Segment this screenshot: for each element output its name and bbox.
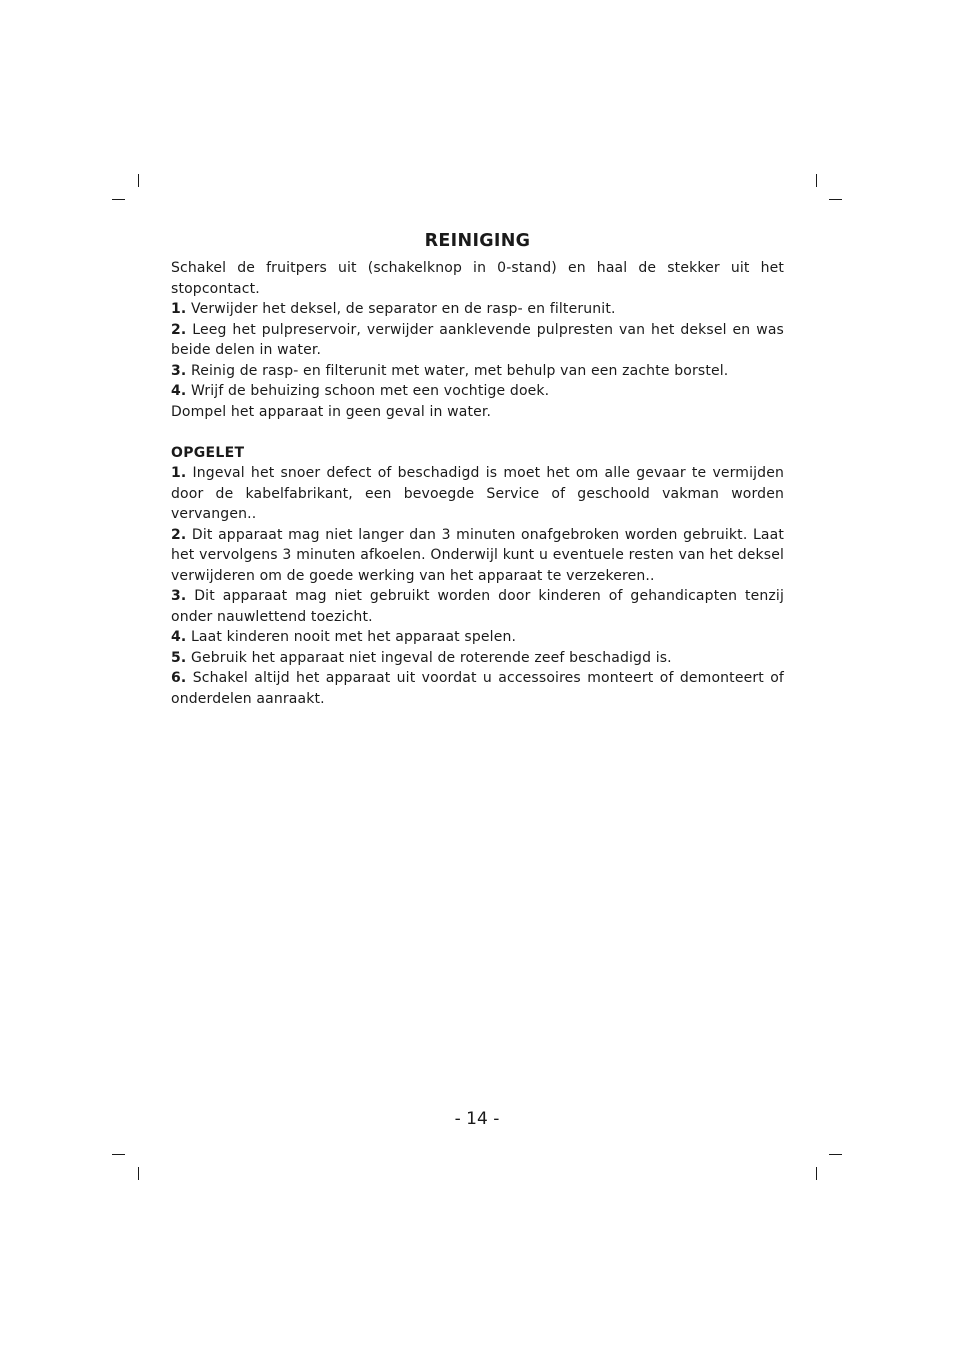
warning-number: 5. (171, 649, 187, 666)
warning-number: 2. (171, 526, 187, 543)
warning-text: Ingeval het snoer defect of beschadigd is moet het om alle gevaar te vermijden door de kabelfabrikant, een bevoegde Service of geschoold vakman worden vervangen.. (171, 465, 784, 522)
step-text: Leeg het pulpreservoir, verwijder aanklevende pulpresten van het deksel en was beide delen in water. (171, 321, 784, 358)
crop-mark-bottom-left-vertical (138, 1167, 139, 1180)
warning-text: Dit apparaat mag niet langer dan 3 minuten onafgebroken worden gebruikt. Laat het vervolgens 3 minuten afkoelen. Onderwijl kunt u eventuele resten van het deksel verwijderen om de goede werking van het apparaat te verzekeren.. (171, 526, 785, 584)
warning-number: 3. (171, 588, 187, 604)
crop-mark-top-right-vertical (816, 174, 817, 187)
warning-text: Laat kinderen nooit met het apparaat spelen. (190, 629, 517, 645)
warning-title: OPGELET (171, 444, 245, 461)
crop-mark-bottom-right-horizontal (829, 1154, 842, 1155)
crop-mark-top-right-horizontal (829, 199, 842, 200)
step-number: 2. (171, 321, 187, 338)
cleaning-step (171, 299, 784, 320)
closing-paragraph: Dompel het apparaat in geen geval in water. (171, 403, 492, 420)
warning-item (171, 525, 784, 587)
warning-text: Gebruik het apparaat niet ingeval de roterende zeef beschadigd is. (190, 649, 672, 666)
page-content (171, 229, 784, 709)
warning-item (171, 668, 784, 709)
warning-text: Schakel altijd het apparaat uit voordat u accessoires monteert of demonteert of onderdelen aanraakt. (171, 670, 785, 707)
crop-mark-bottom-right-vertical (816, 1167, 817, 1180)
warning-number: 1. (171, 465, 187, 481)
intro-paragraph: Schakel de fruitpers uit (schakelknop in 0-stand) en haal de stekker uit het stopcontact. (171, 260, 784, 297)
section-title: REINIGING (424, 231, 531, 251)
step-text: Wrijf de behuizing schoon met een vochtige doek. (190, 383, 550, 399)
warning-number: 4. (171, 629, 187, 645)
warning-item (171, 463, 784, 525)
cleaning-step (171, 361, 784, 382)
warning-number: 6. (171, 670, 187, 686)
warning-text: Dit apparaat mag niet gebruikt worden door kinderen of gehandicapten tenzij onder nauwlettend toezicht. (171, 588, 784, 625)
paragraph-spacer (171, 422, 784, 443)
step-number: 3. (171, 362, 187, 379)
warning-item (171, 648, 784, 669)
step-number: 1. (171, 301, 187, 317)
page-number: - 14 - (454, 1109, 500, 1129)
step-text: Reinig de rasp- en filterunit met water, met behulp van een zachte borstel. (190, 362, 729, 379)
crop-mark-bottom-left-horizontal (112, 1154, 125, 1155)
crop-mark-top-left-horizontal (112, 199, 125, 200)
step-text: Verwijder het deksel, de separator en de rasp- en filterunit. (190, 301, 616, 317)
step-number: 4. (171, 383, 187, 399)
cleaning-step (171, 320, 784, 361)
cleaning-step (171, 381, 784, 402)
warning-item (171, 586, 784, 627)
crop-mark-top-left-vertical (138, 174, 139, 187)
warning-item (171, 627, 784, 648)
